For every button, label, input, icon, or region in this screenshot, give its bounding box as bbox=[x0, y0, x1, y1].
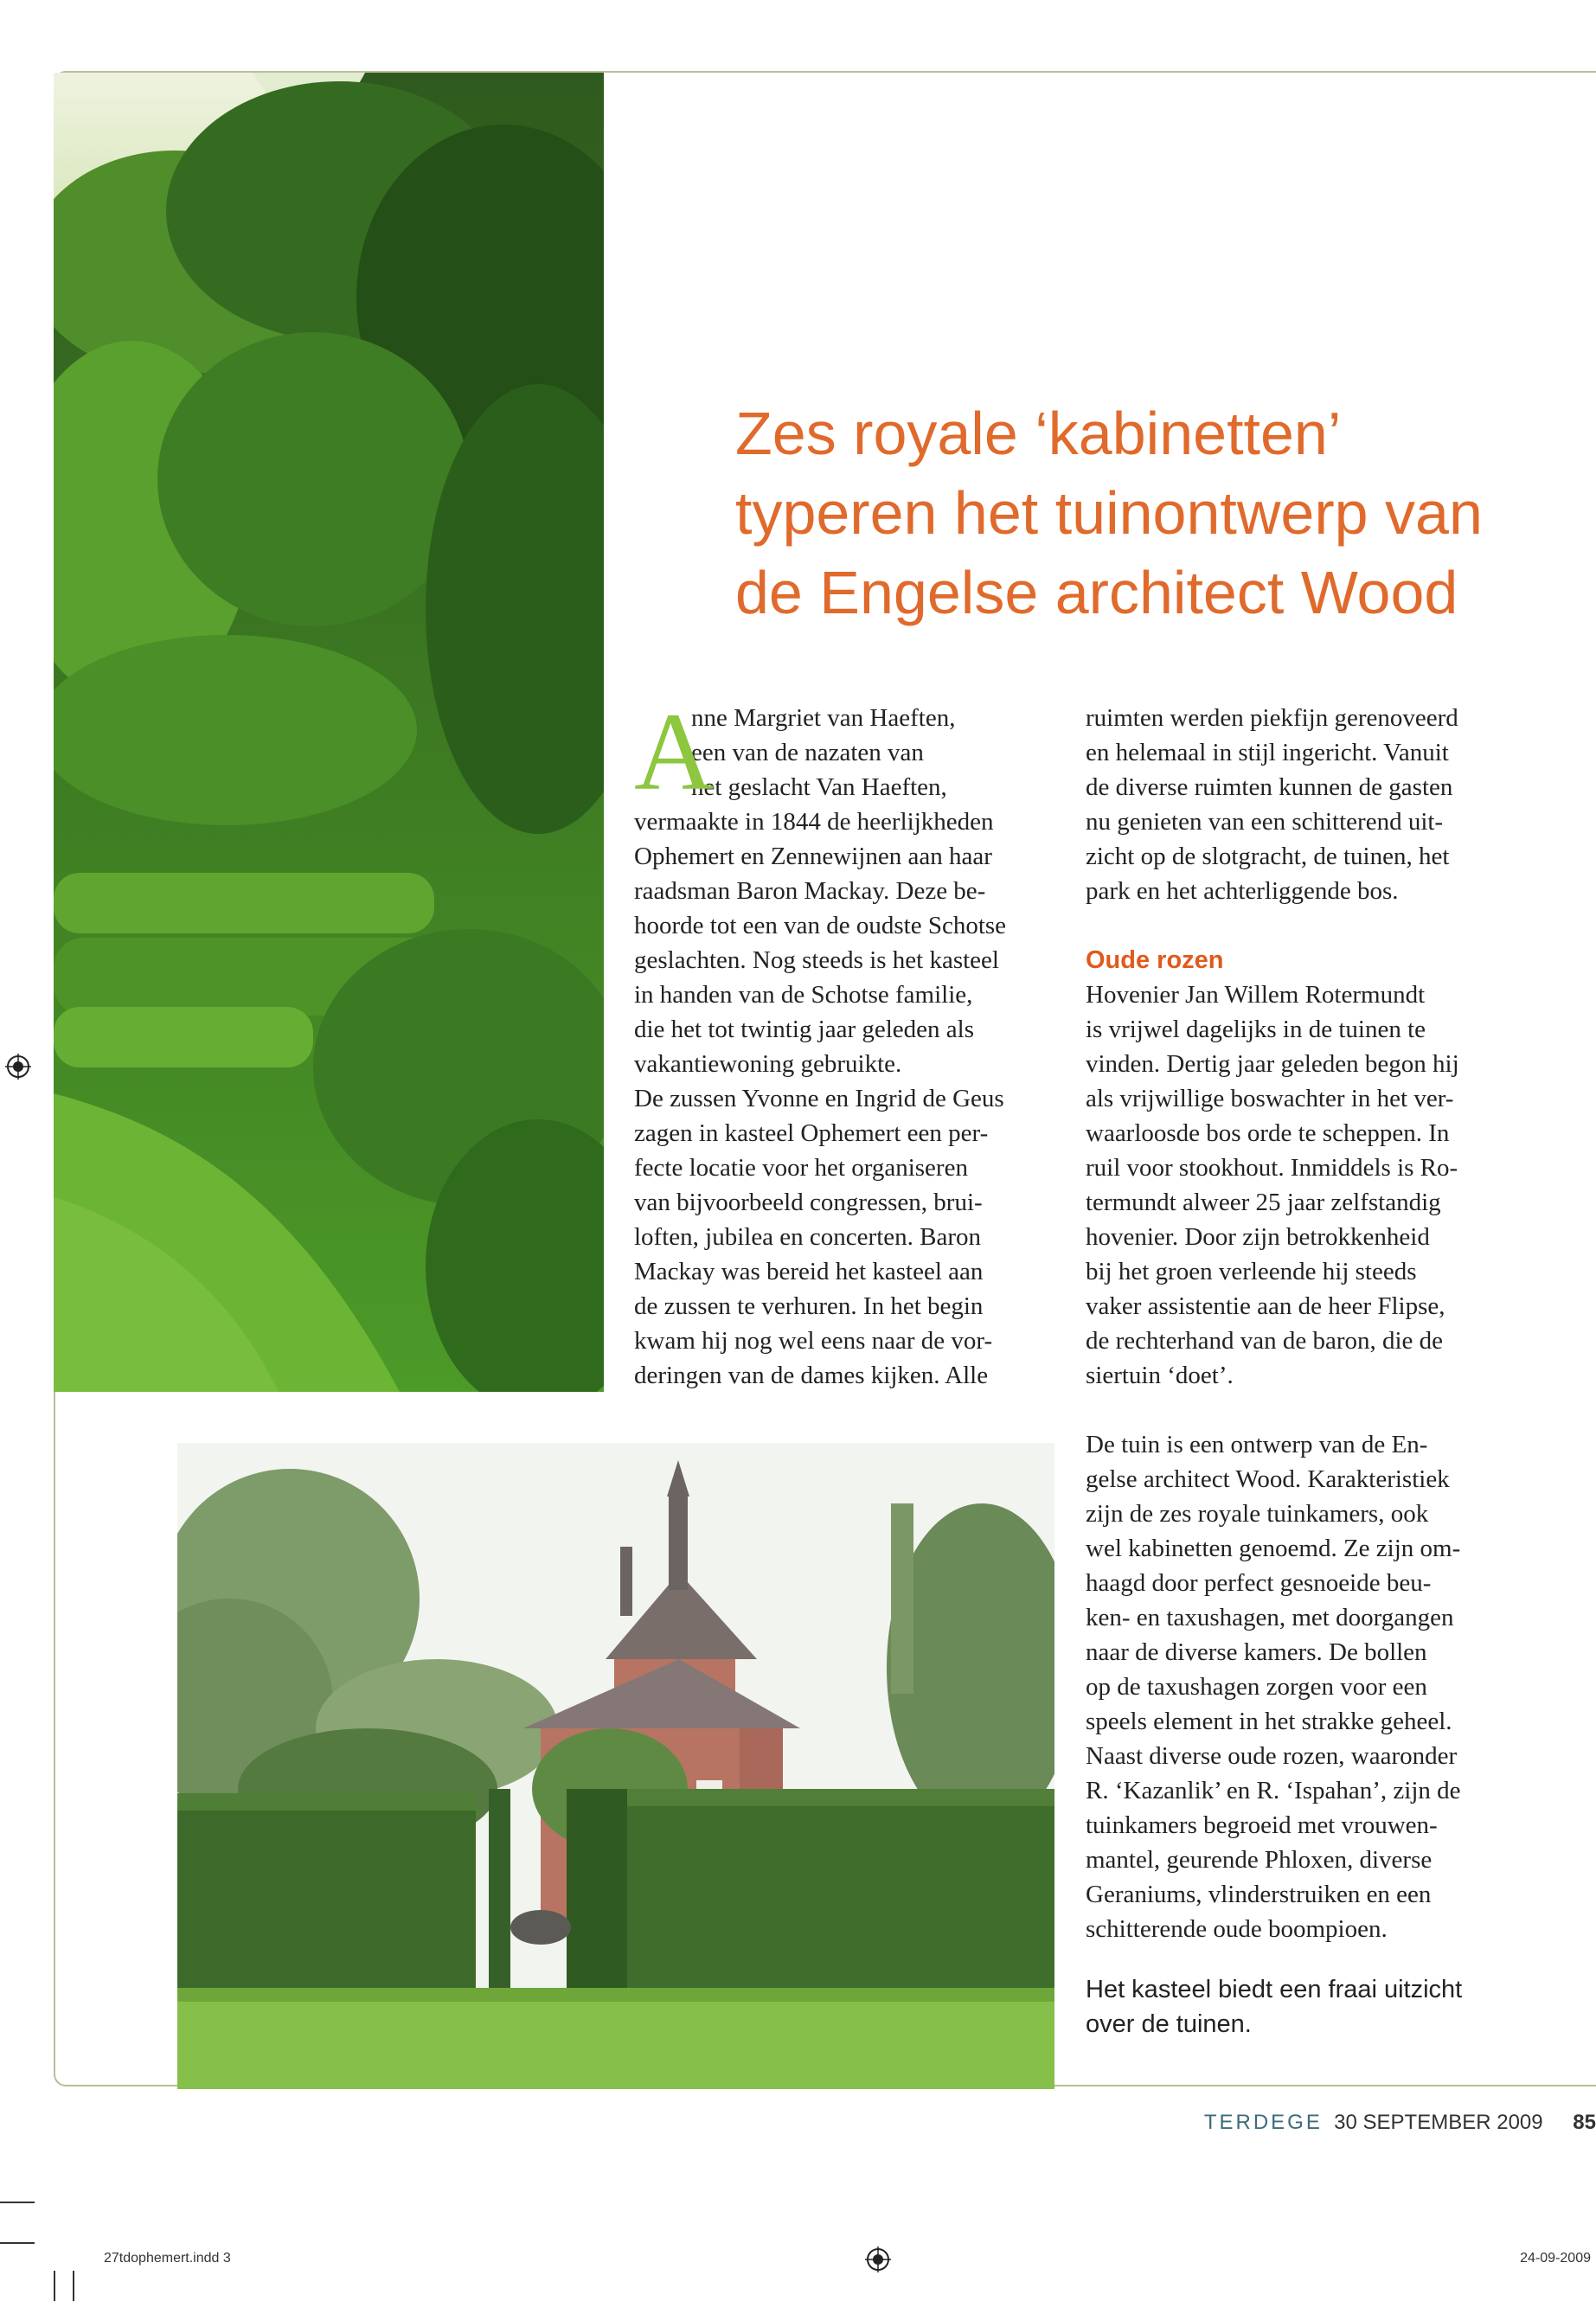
headline-line: Zes royale ‘kabinetten’ bbox=[735, 400, 1342, 467]
text-line: ken- en taxushagen, met doorgangen bbox=[1086, 1604, 1454, 1631]
crop-mark bbox=[73, 2271, 74, 2301]
text-line: ruimten werden piekfijn gerenoveerd bbox=[1086, 704, 1458, 732]
text-line: hovenier. Door zijn betrokkenheid bbox=[1086, 1223, 1430, 1251]
text-line: park en het achterliggende bos. bbox=[1086, 877, 1399, 905]
text-line: zicht op de slotgracht, de tuinen, het bbox=[1086, 843, 1450, 870]
text-line: vinden. Dertig jaar geleden begon hij bbox=[1086, 1050, 1459, 1078]
right-text-column bbox=[1086, 701, 1570, 1946]
garden-hedges-photo bbox=[54, 73, 604, 1392]
text-line: van bijvoorbeeld congressen, brui- bbox=[634, 1189, 983, 1216]
text-line: speels element in het strakke geheel. bbox=[1086, 1708, 1452, 1735]
text-line: nne Margriet van Haeften, bbox=[691, 704, 956, 732]
text-line: termundt alweer 25 jaar zelfstandig bbox=[1086, 1189, 1441, 1216]
text-line: De zussen Yvonne en Ingrid de Geus bbox=[634, 1085, 1004, 1112]
text-line: bij het groen verleende hij steeds bbox=[1086, 1258, 1417, 1285]
drop-cap: A bbox=[634, 690, 715, 813]
text-line: kwam hij nog wel eens naar de vor- bbox=[634, 1327, 993, 1355]
headline-line: typeren het tuinontwerp van bbox=[735, 479, 1483, 547]
text-line: De tuin is een ontwerp van de En- bbox=[1086, 1431, 1428, 1458]
text-line: zijn de zes royale tuinkamers, ook bbox=[1086, 1500, 1429, 1528]
text-line: Ophemert en Zennewijnen aan haar bbox=[634, 843, 992, 870]
text-line: schitterende oude boompioen. bbox=[1086, 1915, 1388, 1943]
page-footer bbox=[1204, 2111, 1596, 2135]
photo-caption bbox=[1086, 1972, 1570, 2041]
text-line: naar de diverse kamers. De bollen bbox=[1086, 1638, 1427, 1666]
registration-mark-icon bbox=[5, 1054, 31, 1080]
text-line: op de taxushagen zorgen voor een bbox=[1086, 1673, 1427, 1701]
text-line: in handen van de Schotse familie, bbox=[634, 981, 973, 1009]
text-line: hoorde tot een van de oudste Schotse bbox=[634, 912, 1007, 939]
page-number: 85 bbox=[1573, 2111, 1596, 2134]
text-line: nu genieten van een schitterend uit- bbox=[1086, 808, 1444, 836]
crop-mark bbox=[0, 2202, 35, 2203]
castle-photo bbox=[177, 1443, 1054, 2089]
slug-filename: 27tdophemert.indd 3 bbox=[104, 2251, 231, 2266]
text-line: gelse architect Wood. Karakteristiek bbox=[1086, 1465, 1450, 1493]
slug-date: 24-09-2009 bbox=[1520, 2251, 1591, 2266]
text-line: Naast diverse oude rozen, waaronder bbox=[1086, 1742, 1458, 1770]
text-line: vermaakte in 1844 de heerlijkheden bbox=[634, 808, 994, 836]
text-line: de diverse ruimten kunnen de gasten bbox=[1086, 773, 1453, 801]
caption-line: over de tuinen. bbox=[1086, 2010, 1252, 2038]
issue-date: 30 SEPTEMBER 2009 bbox=[1334, 2111, 1543, 2134]
registration-mark-icon bbox=[865, 2247, 891, 2272]
text-line: vaker assistentie aan de heer Flipse, bbox=[1086, 1292, 1445, 1320]
crop-mark bbox=[0, 2242, 35, 2244]
text-line: vakantiewoning gebruikte. bbox=[634, 1050, 902, 1078]
text-line: de zussen te verhuren. In het begin bbox=[634, 1292, 984, 1320]
article-headline bbox=[735, 394, 1566, 632]
text-line: ruil voor stookhout. Inmiddels is Ro- bbox=[1086, 1154, 1458, 1182]
subheading: Oude rozen bbox=[1086, 946, 1224, 974]
text-line: als vrijwillige boswachter in het ver- bbox=[1086, 1085, 1454, 1112]
text-line: die het tot twintig jaar geleden als bbox=[634, 1016, 974, 1043]
text-line: wel kabinetten genoemd. Ze zijn om- bbox=[1086, 1535, 1461, 1562]
text-line: waarloosde bos orde te scheppen. In bbox=[1086, 1119, 1450, 1147]
magazine-name: TERDEGE bbox=[1203, 2111, 1323, 2134]
text-line: R. ‘Kazanlik’ en R. ‘Ispahan’, zijn de bbox=[1086, 1777, 1461, 1804]
headline-line: de Engelse architect Wood bbox=[735, 559, 1458, 626]
text-line: zagen in kasteel Ophemert een per- bbox=[634, 1119, 989, 1147]
text-line: is vrijwel dagelijks in de tuinen te bbox=[1086, 1016, 1426, 1043]
crop-mark bbox=[54, 2271, 55, 2301]
text-line: Mackay was bereid het kasteel aan bbox=[634, 1258, 984, 1285]
caption-line: Het kasteel biedt een fraai uitzicht bbox=[1086, 1976, 1463, 2003]
text-line: Hovenier Jan Willem Rotermundt bbox=[1086, 981, 1426, 1009]
text-line: mantel, geurende Phloxen, diverse bbox=[1086, 1846, 1433, 1874]
text-line: tuinkamers begroeid met vrouwen- bbox=[1086, 1811, 1438, 1839]
text-line: raadsman Baron Mackay. Deze be- bbox=[634, 877, 986, 905]
text-line: en helemaal in stijl ingericht. Vanuit bbox=[1086, 739, 1449, 766]
text-line: geslachten. Nog steeds is het kasteel bbox=[634, 946, 999, 974]
text-line: fecte locatie voor het organiseren bbox=[634, 1154, 968, 1182]
text-line: een van de nazaten van bbox=[691, 739, 924, 766]
text-line: het geslacht Van Haeften, bbox=[691, 773, 947, 801]
text-line: siertuin ‘doet’. bbox=[1086, 1362, 1234, 1389]
text-line: deringen van de dames kijken. Alle bbox=[634, 1362, 989, 1389]
text-line: loften, jubilea en concerten. Baron bbox=[634, 1223, 982, 1251]
text-line: Geraniums, vlinderstruiken en een bbox=[1086, 1881, 1432, 1908]
text-line: haagd door perfect gesnoeide beu- bbox=[1086, 1569, 1432, 1597]
text-line: de rechterhand van de baron, die de bbox=[1086, 1327, 1444, 1355]
left-text-column bbox=[634, 690, 1049, 1393]
